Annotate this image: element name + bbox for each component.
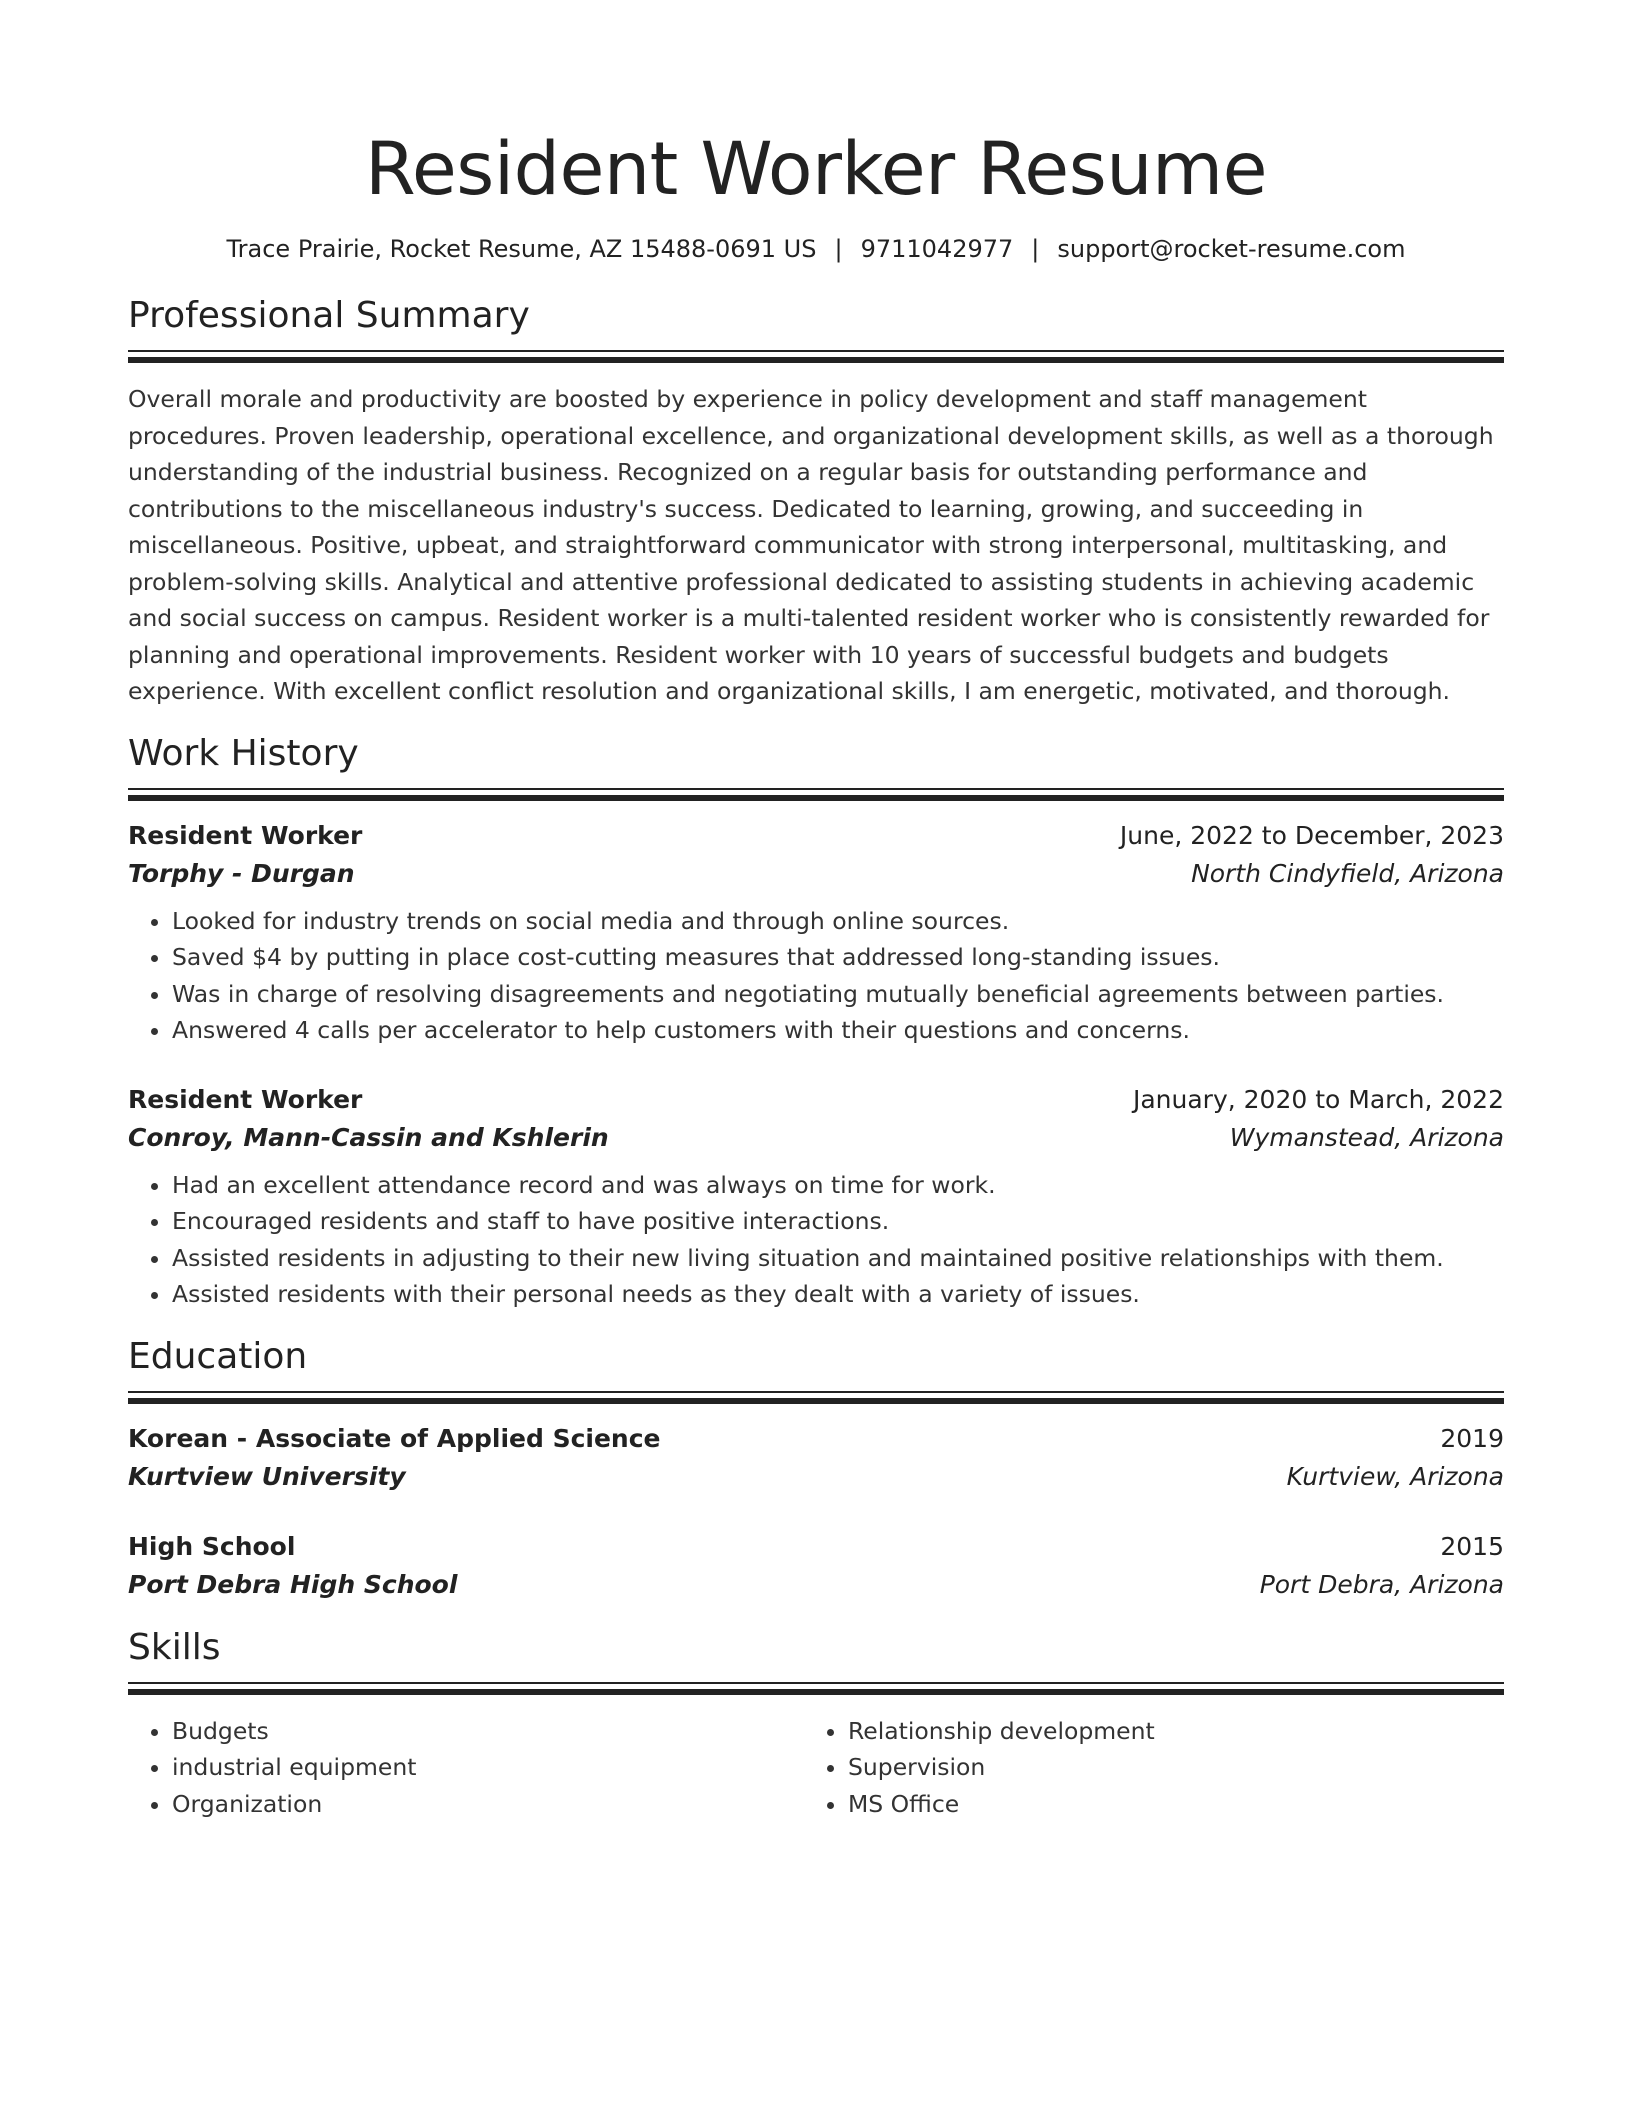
section-heading-work: Work History <box>128 732 359 774</box>
contact-phone: 9711042977 <box>860 235 1014 263</box>
skills-section <box>128 1626 1504 1823</box>
list-item: • Looked for industry trends on social media and through online sources. <box>172 903 1504 940</box>
list-item: • Saved $4 by putting in place cost-cutting measures that addressed long-standing issues. <box>172 939 1504 976</box>
summary-text: Overall morale and productivity are boosted by experience in policy development and staff management procedures. Proven leadership, operational excellence, and organizational development skills, as well as a thorough understanding of the industrial business. Recognized on a regular basis for outstanding performance and contributions to the miscellaneous industry's success. Dedicated to learning, growing, and succeeding in miscellaneous. Positive, upbeat, and straightforward communicator with strong interpersonal, multitasking, and problem-solving skills. Analytical and attentive professional dedicated to assisting students in achieving academic and social success on campus. Resident worker is a multi-talented resident worker who is consistently rewarded for planning and operational improvements. Resident worker with 10 years of successful budgets and budgets experience. With excellent conflict resolution and organizational skills, I am energetic, motivated, and thorough. <box>128 385 1494 705</box>
job-bullets <box>128 1167 1504 1313</box>
job-bullets <box>128 903 1504 1049</box>
list-item: • Encouraged residents and staff to have positive interactions. <box>172 1203 1504 1240</box>
school-location: Kurtview, Arizona <box>1286 1461 1504 1491</box>
contact-address: Trace Prairie, Rocket Resume, AZ 15488-0691 US <box>226 235 817 263</box>
section-heading-skills: Skills <box>128 1626 221 1668</box>
job-company: Conroy, Mann-Cassin and Kshlerin <box>128 1122 609 1152</box>
list-item: • Answered 4 calls per accelerator to help customers with their questions and concerns. <box>172 1012 1504 1049</box>
job-location: Wymanstead, Arizona <box>1229 1122 1504 1152</box>
skill-item: • MS Office <box>848 1786 1480 1823</box>
education-section <box>128 1335 1504 1604</box>
school-name: Kurtview University <box>128 1461 406 1491</box>
list-item: • Had an excellent attendance record and was always on time for work. <box>172 1167 1504 1204</box>
school-location: Port Debra, Arizona <box>1259 1569 1504 1599</box>
resume-title: Resident Worker Resume <box>364 127 1268 212</box>
list-item: • Assisted residents with their personal needs as they dealt with a variety of issues. <box>172 1276 1504 1313</box>
resume-page <box>128 0 1504 1822</box>
skill-item: • Organization <box>172 1786 804 1823</box>
job-title: Resident Worker <box>128 820 363 850</box>
skill-item: • Supervision <box>848 1749 1480 1786</box>
section-divider <box>128 788 1504 801</box>
job-location: North Cindyfield, Arizona <box>1191 858 1504 888</box>
job-company: Torphy - Durgan <box>128 858 355 888</box>
degree-title: High School <box>128 1531 296 1561</box>
contact-separator: | <box>1031 235 1040 263</box>
school-name: Port Debra High School <box>128 1569 458 1599</box>
skills-list-right <box>804 1713 1480 1823</box>
work-section <box>128 732 1504 1313</box>
list-item: • Assisted residents in adjusting to their new living situation and maintained positive relationships with them. <box>172 1240 1504 1277</box>
education-entry <box>128 1420 1504 1496</box>
contact-line <box>128 234 1504 264</box>
education-entry <box>128 1528 1504 1604</box>
contact-separator: | <box>834 235 843 263</box>
job-entry <box>128 1081 1504 1313</box>
job-entry <box>128 817 1504 1049</box>
graduation-year: 2015 <box>1440 1531 1504 1561</box>
skill-item: • industrial equipment <box>172 1749 804 1786</box>
contact-email: support@rocket-resume.com <box>1057 235 1406 263</box>
section-divider <box>128 1391 1504 1404</box>
skills-columns <box>128 1713 1504 1823</box>
graduation-year: 2019 <box>1440 1423 1504 1453</box>
skill-item: • Budgets <box>172 1713 804 1750</box>
list-item: • Was in charge of resolving disagreements and negotiating mutually beneficial agreements between parties. <box>172 976 1504 1013</box>
section-heading-summary: Professional Summary <box>128 295 530 336</box>
section-heading-education: Education <box>128 1335 308 1377</box>
section-divider <box>128 1682 1504 1695</box>
skills-list-left <box>128 1713 804 1823</box>
section-divider <box>128 350 1504 363</box>
job-dates: January, 2020 to March, 2022 <box>1132 1084 1504 1114</box>
degree-title: Korean - Associate of Applied Science <box>128 1423 661 1453</box>
skill-item: • Relationship development <box>848 1713 1480 1750</box>
summary-section <box>128 294 1504 710</box>
job-dates: June, 2022 to December, 2023 <box>1119 820 1504 850</box>
job-title: Resident Worker <box>128 1084 363 1114</box>
